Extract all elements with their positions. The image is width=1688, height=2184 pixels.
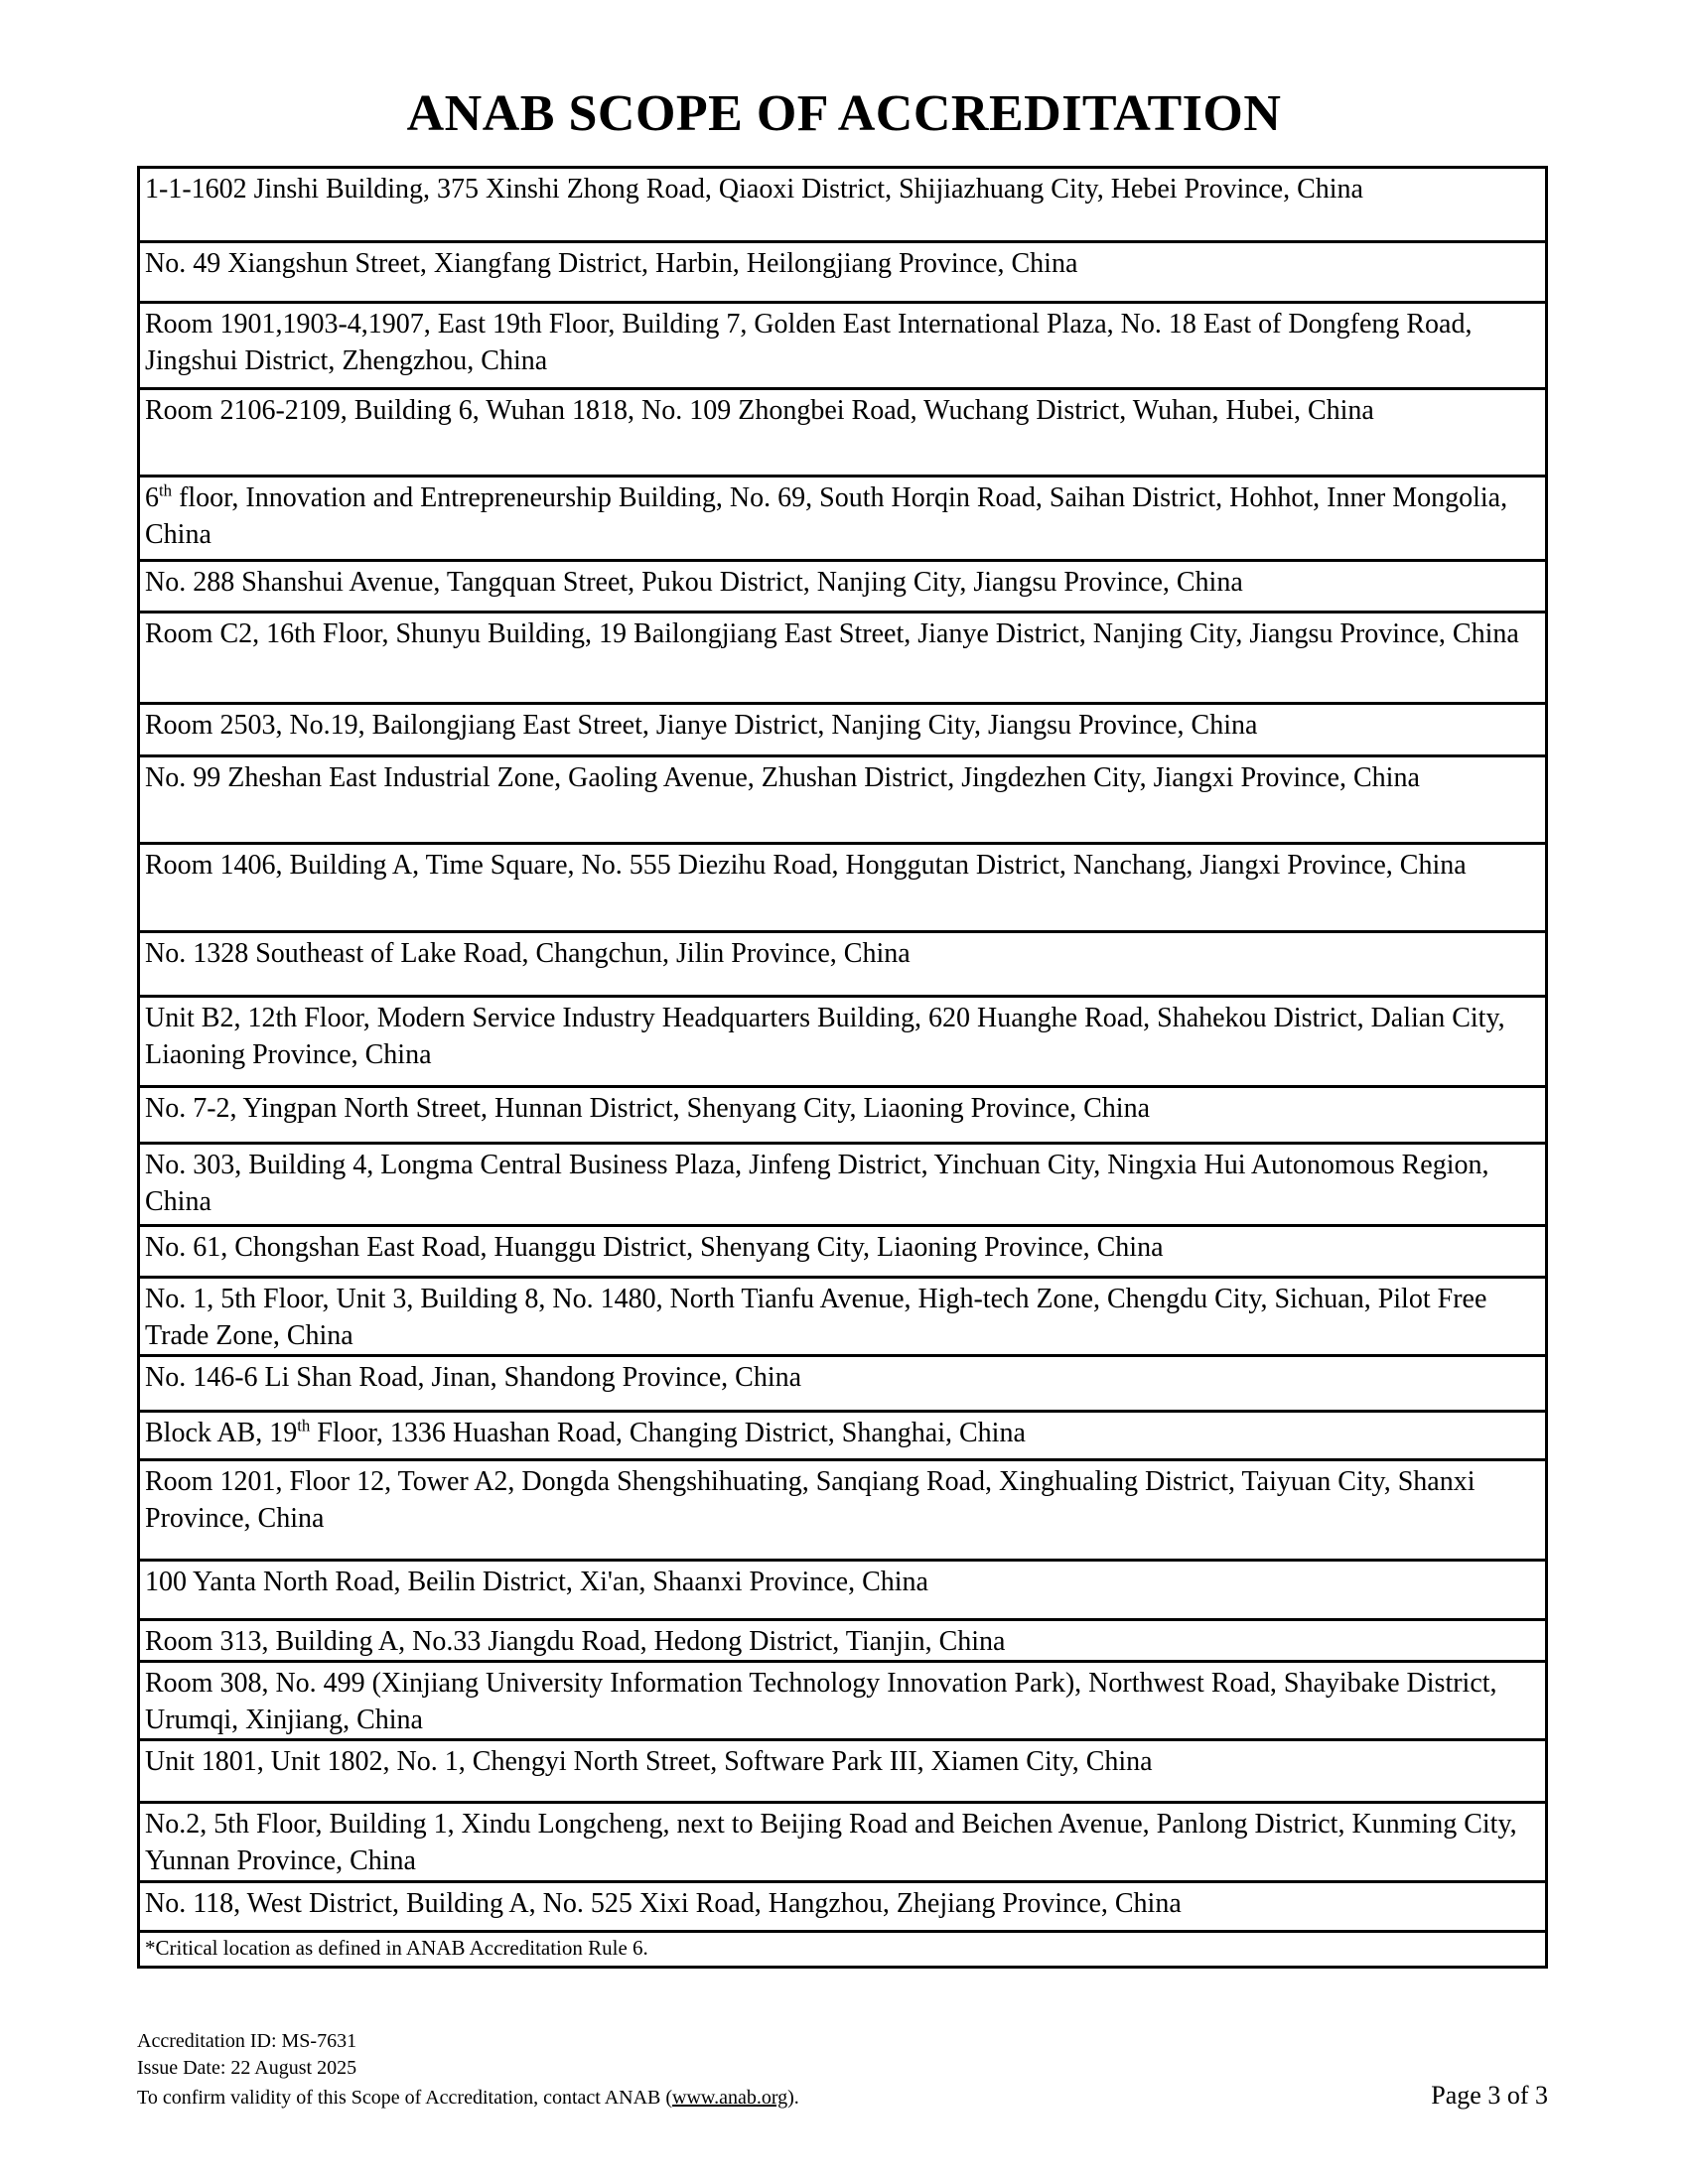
- address-text: Room 1201, Floor 12, Tower A2, Dongda Shengshihuating, Sanqiang Road, Xinghualing District, Taiyuan City, Shanxi Province, China: [145, 1466, 1476, 1534]
- address-text: No. 99 Zheshan East Industrial Zone, Gaoling Avenue, Zhushan District, Jingdezhen City, Jiangxi Province, China: [145, 762, 1420, 793]
- address-text: Room 313, Building A, No.33 Jiangdu Road, Hedong District, Tianjin, China: [145, 1626, 1006, 1657]
- table-row: [140, 1741, 1545, 1804]
- address-text: Room 308, No. 499 (Xinjiang University Information Technology Innovation Park), Northwest Road, Shayibake District, Urumqi, Xinjiang, China: [145, 1668, 1497, 1735]
- address-text: No. 7-2, Yingpan North Street, Hunnan District, Shenyang City, Liaoning Province, China: [145, 1093, 1151, 1124]
- table-row: [140, 1883, 1545, 1933]
- table-row: [140, 1621, 1545, 1663]
- table-row: [140, 1804, 1545, 1883]
- page-number: Page 3 of 3: [1431, 2081, 1548, 2110]
- confirm-validity-suffix: ).: [787, 2087, 799, 2109]
- address-text: floor, Innovation and Entrepreneurship Building, No. 69, South Horqin Road, Saihan District, Hohhot, Inner Mongolia, China: [145, 482, 1508, 550]
- table-row: [140, 1413, 1545, 1461]
- table-row: [140, 478, 1545, 562]
- address-text: No. 1, 5th Floor, Unit 3, Building 8, No. 1480, North Tianfu Avenue, High-tech Zone, Chengdu City, Sichuan, Pilot Free Trade Zone, China: [145, 1284, 1487, 1351]
- ordinal-superscript: th: [297, 1416, 311, 1435]
- table-row: [140, 1357, 1545, 1413]
- accreditation-locations-table: [137, 166, 1548, 1969]
- address-text: 6: [145, 482, 159, 513]
- ordinal-superscript: th: [159, 480, 173, 500]
- table-footnote-row: [140, 1933, 1545, 1966]
- confirm-validity-prefix: To confirm validity of this Scope of Accreditation, contact ANAB (: [137, 2087, 673, 2109]
- table-row: [140, 304, 1545, 390]
- table-row: [140, 845, 1545, 933]
- table-row: [140, 614, 1545, 705]
- table-row: [140, 390, 1545, 478]
- anab-website-link[interactable]: www.anab.org: [672, 2087, 788, 2109]
- address-text: Unit B2, 12th Floor, Modern Service Industry Headquarters Building, 620 Huanghe Road, Shahekou District, Dalian City, Liaoning Province, China: [145, 1003, 1505, 1070]
- table-row: [140, 998, 1545, 1088]
- table-row: [140, 1663, 1545, 1741]
- page-title: ANAB SCOPE OF ACCREDITATION: [406, 85, 1282, 142]
- address-text: 1-1-1602 Jinshi Building, 375 Xinshi Zhong Road, Qiaoxi District, Shijiazhuang City, Hebei Province, China: [145, 174, 1363, 205]
- address-text: *Critical location as defined in ANAB Accreditation Rule 6.: [145, 1936, 648, 1960]
- address-text: No. 303, Building 4, Longma Central Business Plaza, Jinfeng District, Yinchuan City, Ningxia Hui Autonomous Region, China: [145, 1150, 1489, 1217]
- address-text: Unit 1801, Unit 1802, No. 1, Chengyi North Street, Software Park III, Xiamen City, China: [145, 1746, 1153, 1777]
- table-row: [140, 1279, 1545, 1357]
- address-text: Floor, 1336 Huashan Road, Changing District, Shanghai, China: [310, 1418, 1026, 1448]
- issue-date: Issue Date: 22 August 2025: [137, 2057, 357, 2079]
- table-row: [140, 933, 1545, 998]
- address-text: 100 Yanta North Road, Beilin District, Xi'an, Shaanxi Province, China: [145, 1567, 928, 1597]
- table-row: [140, 1562, 1545, 1621]
- address-text: No. 288 Shanshui Avenue, Tangquan Street, Pukou District, Nanjing City, Jiangsu Province, China: [145, 567, 1243, 598]
- address-text: Room 1406, Building A, Time Square, No. 555 Diezihu Road, Honggutan District, Nanchang, Jiangxi Province, China: [145, 850, 1467, 881]
- address-text: No. 61, Chongshan East Road, Huanggu District, Shenyang City, Liaoning Province, China: [145, 1232, 1164, 1263]
- table-row: [140, 1227, 1545, 1279]
- address-text: Room 2503, No.19, Bailongjiang East Street, Jianye District, Nanjing City, Jiangsu Province, China: [145, 710, 1258, 741]
- accreditation-id: Accreditation ID: MS-7631: [137, 2030, 357, 2052]
- table-row: [140, 243, 1545, 304]
- address-text: No. 118, West District, Building A, No. 525 Xixi Road, Hangzhou, Zhejiang Province, China: [145, 1888, 1182, 1919]
- table-row: [140, 1145, 1545, 1227]
- address-text: No.2, 5th Floor, Building 1, Xindu Longcheng, next to Beijing Road and Beichen Avenue, Panlong District, Kunming City, Yunnan Province, China: [145, 1809, 1517, 1876]
- table-row: [140, 705, 1545, 757]
- table-row: [140, 562, 1545, 614]
- confirm-validity-text: [137, 2085, 799, 2112]
- address-text: No. 1328 Southeast of Lake Road, Changchun, Jilin Province, China: [145, 938, 911, 969]
- table-row: [140, 757, 1545, 845]
- page-footer: [137, 2028, 1548, 2112]
- address-text: No. 49 Xiangshun Street, Xiangfang District, Harbin, Heilongjiang Province, China: [145, 248, 1078, 279]
- address-text: Room C2, 16th Floor, Shunyu Building, 19 Bailongjiang East Street, Jianye District, Nanjing City, Jiangsu Province, China: [145, 618, 1519, 649]
- table-row: [140, 1088, 1545, 1145]
- address-text: Room 2106-2109, Building 6, Wuhan 1818, No. 109 Zhongbei Road, Wuchang District, Wuhan, Hubei, China: [145, 395, 1374, 426]
- address-text: No. 146-6 Li Shan Road, Jinan, Shandong Province, China: [145, 1362, 802, 1393]
- table-row: [140, 169, 1545, 243]
- address-text: Room 1901,1903-4,1907, East 19th Floor, Building 7, Golden East International Plaza, No. 18 East of Dongfeng Road, Jingshui District, Zhengzhou, China: [145, 309, 1473, 376]
- address-text: Block AB, 19: [145, 1418, 298, 1448]
- table-row: [140, 1461, 1545, 1562]
